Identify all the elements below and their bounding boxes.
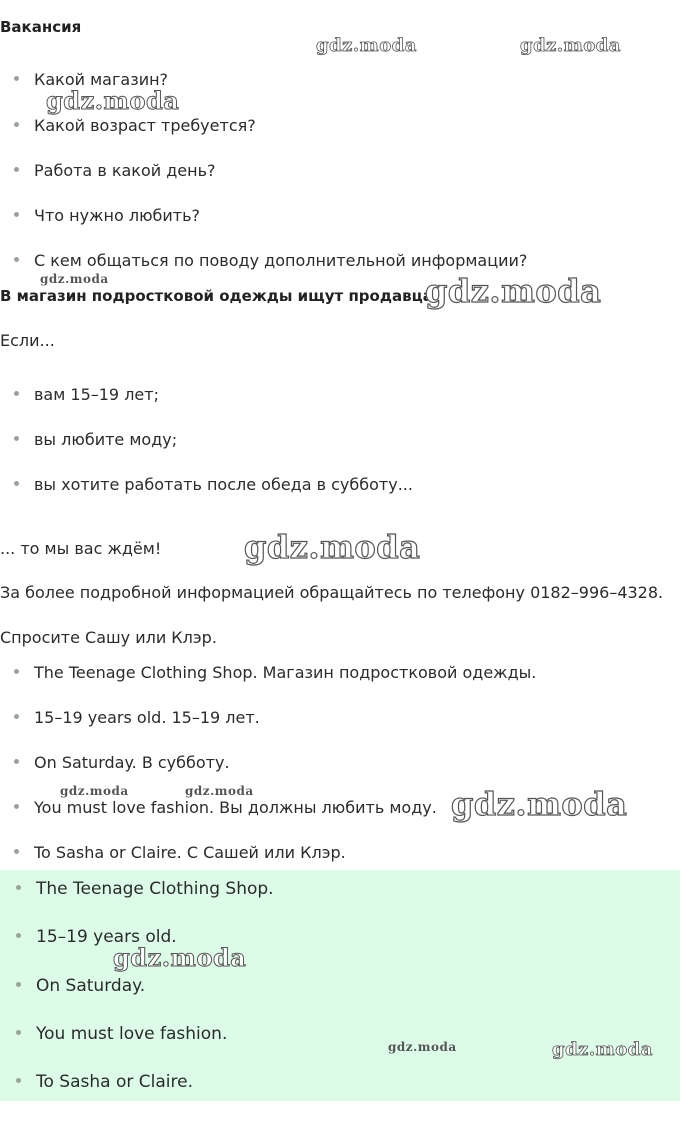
answer-translated-item: 15–19 years old. 15–19 лет. <box>14 708 260 727</box>
question-item: Какой магазин? <box>14 70 168 89</box>
bullet-icon <box>16 1030 21 1035</box>
bullet-icon <box>14 391 19 396</box>
vacancy-title: Вакансия <box>0 18 82 36</box>
answer-item: 15–19 years old. <box>16 927 177 947</box>
answer-item: You must love fashion. <box>16 1024 227 1044</box>
answer-item: The Teenage Clothing Shop. <box>16 879 274 899</box>
question-item: Работа в какой день? <box>14 161 216 180</box>
watermark-logo: gdz.moda <box>316 35 417 56</box>
condition-item: вы хотите работать после обеда в субботу... <box>14 475 413 494</box>
answer-translated-item: To Sasha or Claire. С Сашей или Клэр. <box>14 843 346 862</box>
watermark-logo: gdz.moda <box>451 785 628 823</box>
ad-ask: Спросите Сашу или Клэр. <box>0 628 217 647</box>
watermark-logo: gdz.moda <box>113 943 247 972</box>
watermark-logo: gdz.moda <box>552 1039 653 1060</box>
bullet-icon <box>16 885 21 890</box>
bullet-icon <box>14 849 19 854</box>
bullet-icon <box>16 933 21 938</box>
bullet-icon <box>14 804 19 809</box>
bullet-icon <box>14 481 19 486</box>
question-item: Какой возраст требуется? <box>14 116 256 135</box>
question-item: С кем общаться по поводу дополнительной информации? <box>14 251 527 270</box>
answer-translated-item: The Teenage Clothing Shop. Магазин подростковой одежды. <box>14 663 536 682</box>
answer-item: On Saturday. <box>16 976 145 996</box>
bullet-icon <box>14 714 19 719</box>
watermark-logo: gdz.moda <box>40 272 109 286</box>
bullet-icon <box>14 759 19 764</box>
watermark-logo: gdz.moda <box>244 528 421 566</box>
answer-box <box>0 870 680 1101</box>
ad-heading: В магазин подростковой одежды ищут продавца <box>0 287 433 305</box>
bullet-icon <box>14 212 19 217</box>
bullet-icon <box>14 122 19 127</box>
watermark-logo: gdz.moda <box>46 86 180 115</box>
bullet-icon <box>14 436 19 441</box>
ad-closing: ... то мы вас ждём! <box>0 539 162 558</box>
question-item: Что нужно любить? <box>14 206 200 225</box>
watermark-logo: gdz.moda <box>520 35 621 56</box>
condition-item: вы любите моду; <box>14 430 177 449</box>
answer-translated-item: On Saturday. В субботу. <box>14 753 230 772</box>
watermark-logo: gdz.moda <box>425 272 602 310</box>
bullet-icon <box>16 1078 21 1083</box>
bullet-icon <box>14 76 19 81</box>
ad-intro: Если... <box>0 331 55 350</box>
bullet-icon <box>14 669 19 674</box>
watermark-logo: gdz.moda <box>185 784 254 798</box>
bullet-icon <box>16 982 21 987</box>
ad-contact: За более подробной информацией обращайтесь по телефону 0182–996–4328. <box>0 583 664 602</box>
watermark-logo: gdz.moda <box>388 1040 457 1054</box>
watermark-logo: gdz.moda <box>60 784 129 798</box>
bullet-icon <box>14 257 19 262</box>
answer-item: To Sasha or Claire. <box>16 1072 193 1092</box>
bullet-icon <box>14 167 19 172</box>
answer-translated-item: You must love fashion. Вы должны любить моду. <box>14 798 437 817</box>
condition-item: вам 15–19 лет; <box>14 385 159 404</box>
